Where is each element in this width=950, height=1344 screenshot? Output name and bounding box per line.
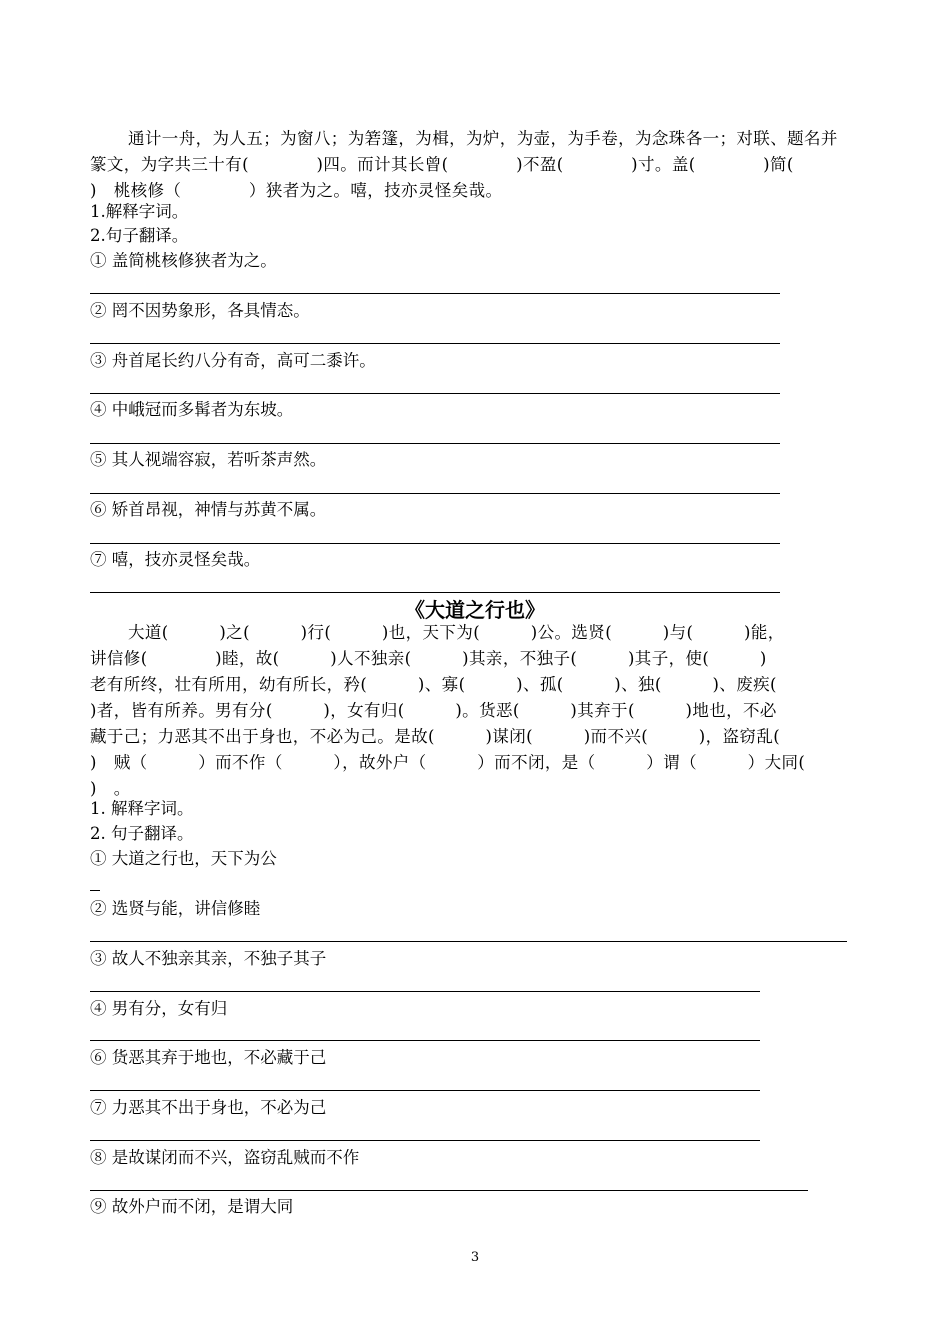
passage-2-line: )者，皆有所养。男有分( )，女有归( )。货恶( )其弃于( )地也，不必 [90,701,777,720]
passage-2-line: 讲信修( )睦，故( )人不独亲( )其亲，不独子( )其子，使( ) [90,649,767,668]
answer-line [90,890,100,891]
translation-item: ③ 舟首尾长约八分有奇，高可二黍许。 [90,351,376,370]
answer-line [90,1090,760,1091]
translation-item: ③ 故人不独亲其亲，不独子其子 [90,949,327,968]
passage-2-line: 藏于己；力恶其不出于身也，不必为己。是故( )谋闭( )而不兴( )，盗窃乱( [90,727,781,746]
passage-1-line: 篆文，为字共三十有( )四。而计其长曾( )不盈( )寸。盖( )简( [90,155,794,174]
answer-line [90,393,780,394]
answer-line [90,493,780,494]
translation-item: ② 选贤与能，讲信修睦 [90,899,261,918]
page-number: 3 [470,1250,480,1265]
translation-item: ⑥ 矫首昂视，神情与苏黄不属。 [90,500,327,519]
passage-1-line: ) 桃核修（ ）狭者为之。嘻，技亦灵怪矣哉。 [90,181,503,200]
translation-item: ① 盖简桃核修狭者为之。 [90,251,277,270]
translation-item: ⑥ 货恶其弃于地也，不必藏于己 [90,1048,327,1067]
translation-item: ⑦ 嘻，技亦灵怪矣哉。 [90,550,261,569]
passage-2 [90,620,860,802]
question-translate: 2. 句子翻译。 [90,824,194,843]
translation-item: ④ 中峨冠而多髯者为东坡。 [90,400,294,419]
answer-line [90,1190,808,1191]
translation-item: ⑧ 是故谋闭而不兴，盗窃乱贼而不作 [90,1148,360,1167]
passage-1-line: 通计一舟，为人五；为窗八；为箬篷，为楫，为炉，为壶，为手卷，为念珠各一；对联、题名并 [128,129,838,148]
passage-2-line: ) 贼（ ）而不作（ ），故外户（ ）而不闭，是（ ）谓（ ）大同( [90,753,806,772]
answer-line [90,443,780,444]
question-translate: 2.句子翻译。 [90,226,189,245]
answer-line [90,991,760,992]
answer-line [90,543,780,544]
question-explain-words: 1.解释字词。 [90,202,189,221]
translation-item: ⑤ 其人视端容寂，若听茶声然。 [90,450,327,469]
passage-2-line: 大道( )之( )行( )也，天下为( )公。选贤( )与( )能， [128,623,785,642]
question-explain-words: 1. 解释字词。 [90,799,194,818]
translation-item: ⑨ 故外户而不闭，是谓大同 [90,1197,294,1216]
passage-2-line: ) 。 [90,779,131,798]
passage-2-line: 老有所终，壮有所用，幼有所长，矜( )、寡( )、孤( )、独( )、废疾( [90,675,777,694]
passage-1 [90,126,860,204]
translation-item: ② 罔不因势象形，各具情态。 [90,301,310,320]
answer-line [90,293,780,294]
answer-line [90,941,847,942]
section-title: 《大道之行也》 [405,598,545,622]
answer-line [90,1140,760,1141]
translation-item: ④ 男有分，女有归 [90,999,228,1018]
translation-item: ⑦ 力恶其不出于身也，不必为己 [90,1098,327,1117]
answer-line [90,592,780,593]
answer-line [90,343,780,344]
answer-line [90,1040,760,1041]
translation-item: ① 大道之行也，天下为公 [90,849,277,868]
